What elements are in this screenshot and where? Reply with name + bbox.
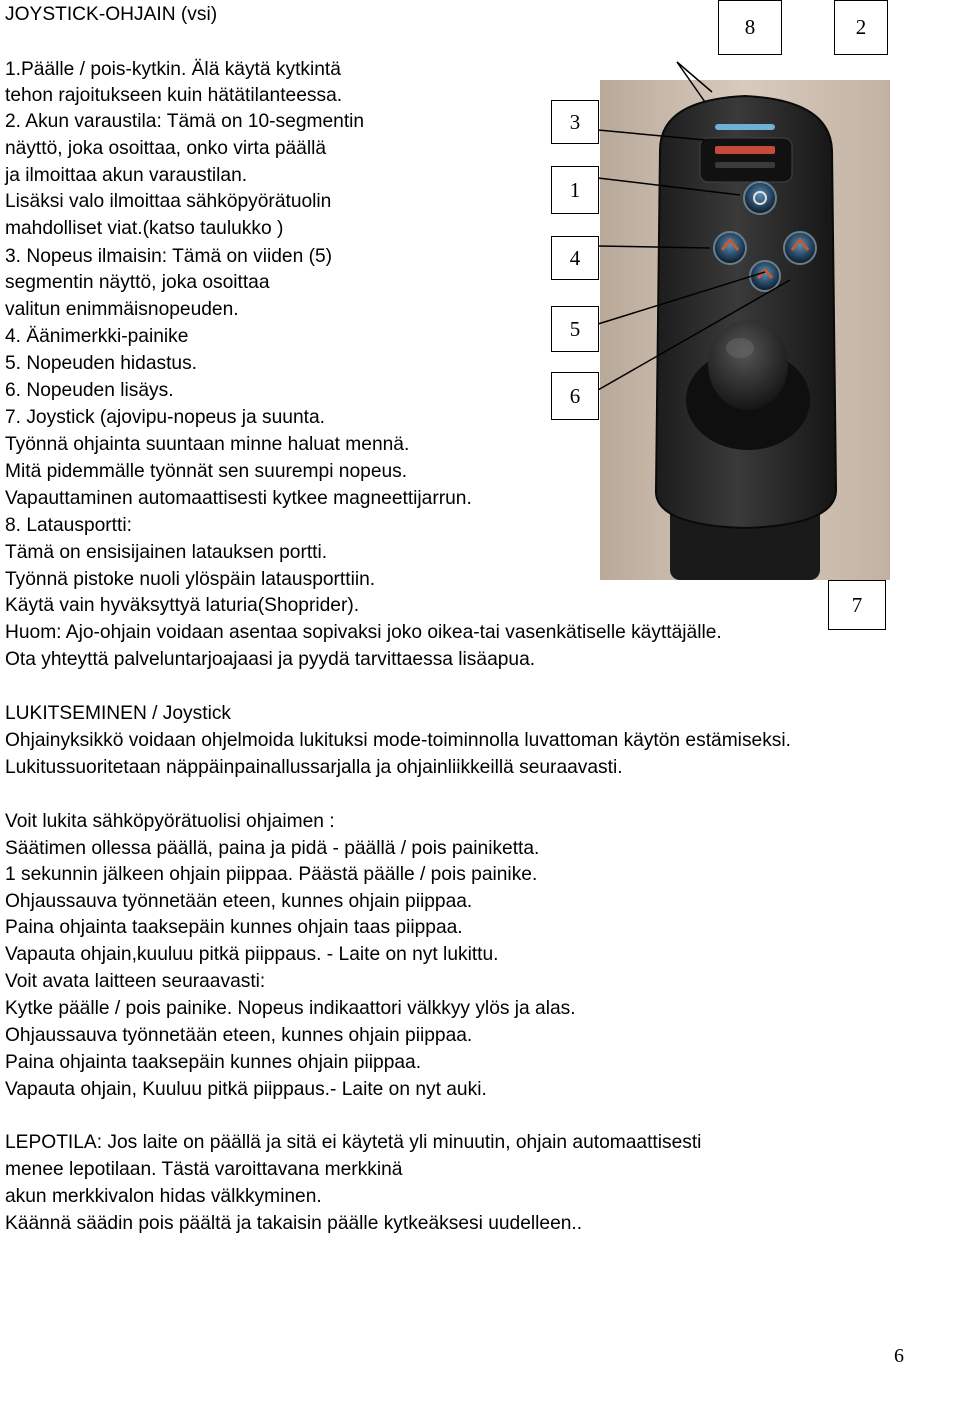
document-heading: JOYSTICK-OHJAIN (vsi) [5,4,218,25]
text-line: Vapauta ohjain,kuuluu pitkä piippaus. - Laite on nyt lukittu. [5,944,499,965]
text-line: Vapauta ohjain, Kuuluu pitkä piippaus.- Laite on nyt auki. [5,1079,487,1100]
joystick-controller-photo [600,80,890,580]
text-line: Työnnä pistoke nuoli ylöspäin latausporttiin. [5,569,376,590]
text-line: Ohjaussauva työnnetään eteen, kunnes ohjain piippaa. [5,891,473,912]
text-line: 5. Nopeuden hidastus. [5,353,198,374]
text-line: 4. Äänimerkki-painike [5,326,189,347]
text-line: segmentin näyttö, joka osoittaa [5,272,270,293]
text-line: Käytä vain hyväksyttyä laturia(Shoprider). [5,595,360,616]
text-line: 3. Nopeus ilmaisin: Tämä on viiden (5) [5,246,333,267]
text-line: Vapauttaminen automaattisesti kytkee magneettijarrun. [5,488,472,509]
text-line: Työnnä ohjainta suuntaan minne haluat mennä. [5,434,410,455]
callout-6: 6 [551,372,599,420]
text-line: Mitä pidemmälle työnnät sen suurempi nopeus. [5,461,408,482]
text-line: LEPOTILA: Jos laite on päällä ja sitä ei käytetä yli minuutin, ohjain automaattisesti [5,1132,702,1153]
text-line: akun merkkivalon hidas välkkyminen. [5,1186,322,1207]
text-line: Huom: Ajo-ohjain voidaan asentaa sopivaksi joko oikea-tai vasenkätiselle käyttäjälle. [5,622,722,643]
text-line: Lukitussuoritetaan näppäinpainallussarjalla ja ohjainliikkeillä seuraavasti. [5,757,623,778]
text-line: ja ilmoittaa akun varaustilan. [5,165,248,186]
callout-2: 2 [834,0,888,55]
text-line: 1 sekunnin jälkeen ohjain piippaa. Päästä päälle / pois painike. [5,864,538,885]
text-line: Paina ohjainta taaksepäin kunnes ohjain taas piippaa. [5,917,463,938]
callout-3: 3 [551,100,599,144]
callout-1: 1 [551,166,599,214]
page-number: 6 [894,1345,904,1367]
text-line: Paina ohjainta taaksepäin kunnes ohjain piippaa. [5,1052,422,1073]
text-line: 1.Päälle / pois-kytkin. Älä käytä kytkintä [5,59,341,80]
text-line: Lisäksi valo ilmoittaa sähköpyörätuolin [5,191,332,212]
text-line: 8. Latausportti: [5,515,132,536]
text-line: valitun enimmäisnopeuden. [5,299,239,320]
text-line: 7. Joystick (ajovipu-nopeus ja suunta. [5,407,325,428]
text-line: 2. Akun varaustila: Tämä on 10-segmentin [5,111,365,132]
callout-7: 7 [828,580,886,630]
text-line: Tämä on ensisijainen latauksen portti. [5,542,328,563]
callout-5: 5 [551,306,599,352]
text-line: Ota yhteyttä palveluntarjoajaasi ja pyydä tarvittaessa lisäapua. [5,649,536,670]
text-line: mahdolliset viat.(katso taulukko ) [5,218,284,239]
callout-4: 4 [551,236,599,280]
text-line: Kytke päälle / pois painike. Nopeus indikaattori välkkyy ylös ja alas. [5,998,576,1019]
callout-8: 8 [718,0,782,55]
text-line: Ohjainyksikkö voidaan ohjelmoida lukituksi mode-toiminnolla luvattoman käytön estämiseksi. [5,730,791,751]
text-line: tehon rajoitukseen kuin hätätilanteessa. [5,85,343,106]
text-line: Säätimen ollessa päällä, paina ja pidä - päällä / pois painiketta. [5,838,540,859]
text-line: Ohjaussauva työnnetään eteen, kunnes ohjain piippaa. [5,1025,473,1046]
text-line: Voit avata laitteen seuraavasti: [5,971,266,992]
text-line: 6. Nopeuden lisäys. [5,380,174,401]
text-line: Voit lukita sähköpyörätuolisi ohjaimen : [5,811,335,832]
section-heading-lock: LUKITSEMINEN / Joystick [5,703,232,724]
text-line: näyttö, joka osoittaa, onko virta päällä [5,138,327,159]
text-line: menee lepotilaan. Tästä varoittavana merkkinä [5,1159,403,1180]
text-line: Käännä säädin pois päältä ja takaisin päälle kytkeäksesi uudelleen.. [5,1213,583,1234]
